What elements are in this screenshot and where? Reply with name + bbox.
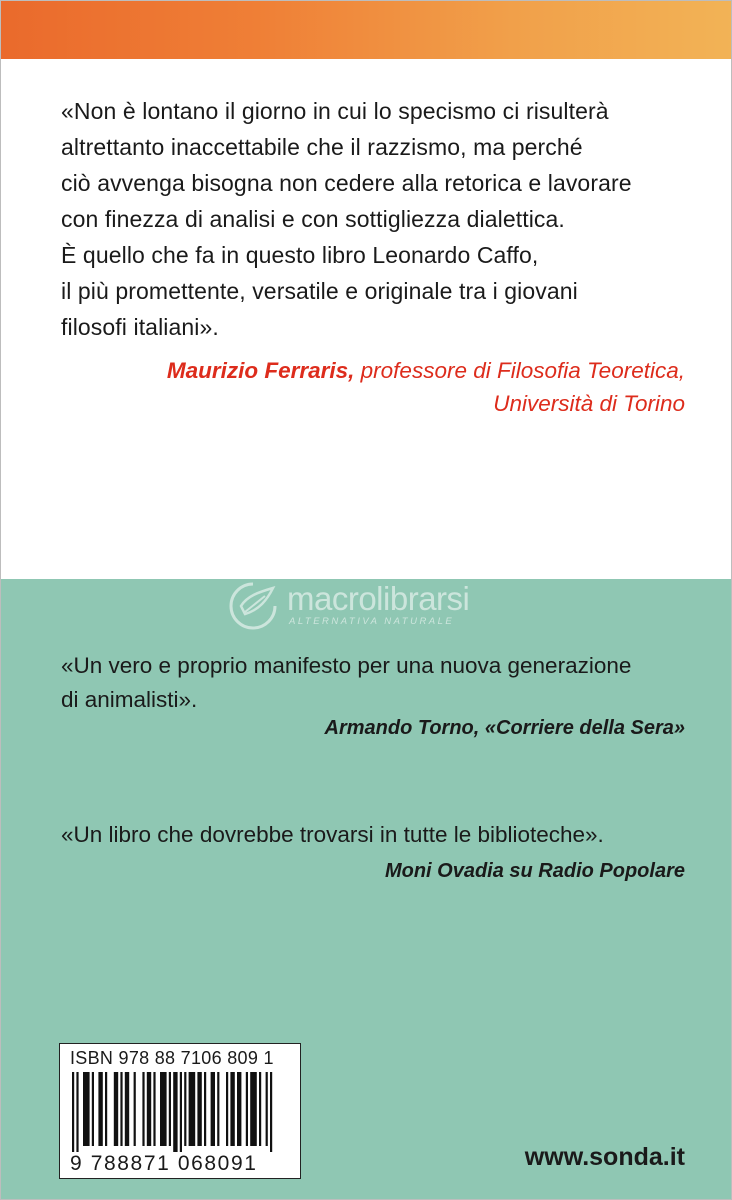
barcode-bar (226, 1072, 228, 1146)
barcode-bar (76, 1072, 78, 1152)
barcode-bar (92, 1072, 94, 1146)
barcode-bar (72, 1072, 74, 1152)
main-quote-line: «Non è lontano il giorno in cui lo specismo ci risulterà (61, 98, 609, 124)
ean-digits: 9 788871 068091 (70, 1152, 258, 1175)
main-quote-line: È quello che fa in questo libro Leonardo Caffo, (61, 242, 539, 268)
author-name: Maurizio Ferraris, (166, 358, 355, 383)
barcode-bar (197, 1072, 201, 1146)
second-quote (61, 649, 701, 717)
second-quote-attribution: Armando Torno, «Corriere della Sera» (324, 717, 685, 739)
main-quote-line: con finezza di analisi e con sottigliezza dialettica. (61, 206, 565, 232)
main-quote-line: ciò avvenga bisogna non cedere alla retorica e lavorare (61, 170, 632, 196)
barcode-bar (160, 1072, 167, 1146)
barcode-bar (259, 1072, 261, 1146)
barcode-bar (105, 1072, 107, 1146)
third-quote-attribution: Moni Ovadia su Radio Popolare (384, 860, 685, 882)
barcode-bar (173, 1072, 177, 1152)
barcode-bar (153, 1072, 155, 1146)
barcode-bar (266, 1072, 268, 1146)
barcode-bar (114, 1072, 118, 1146)
watermark-brand: macrolibrarsi (287, 580, 470, 617)
barcode-bar (204, 1072, 206, 1146)
third-quote: «Un libro che dovrebbe trovarsi in tutte le biblioteche». (61, 822, 604, 847)
main-quote-attribution (167, 354, 685, 420)
publisher-website: www.sonda.it (524, 1143, 685, 1171)
leaf-logo-icon (223, 576, 283, 632)
barcode-bar (169, 1072, 171, 1146)
macrolibrarsi-watermark (223, 574, 523, 634)
isbn-text: ISBN 978 88 7106 809 1 (70, 1048, 274, 1068)
barcode-bar (120, 1072, 122, 1146)
barcode-bar (217, 1072, 219, 1146)
main-quote (61, 93, 701, 345)
barcode-bar (250, 1072, 257, 1146)
author-role: professore di Filosofia Teoretica, (354, 358, 685, 383)
barcode-bar (147, 1072, 151, 1146)
barcode-bar (184, 1072, 186, 1146)
barcode-bar (270, 1072, 272, 1152)
second-quote-line: «Un vero e proprio manifesto per una nuova generazione (61, 653, 632, 678)
barcode-bar (142, 1072, 144, 1146)
main-quote-line: altrettanto inaccettabile che il razzismo, ma perché (61, 134, 583, 160)
main-quote-line: il più promettente, versatile e originale tra i giovani (61, 278, 578, 304)
barcode-bar (134, 1072, 136, 1146)
attribution-line-1 (167, 354, 685, 387)
barcode-bars (70, 1072, 290, 1152)
isbn-barcode-label (59, 1043, 301, 1179)
barcode-bar (246, 1072, 248, 1146)
main-quote-line: filosofi italiani». (61, 314, 219, 340)
orange-top-band (1, 1, 732, 59)
barcode-bar (230, 1072, 234, 1146)
barcode-bar (237, 1072, 241, 1146)
barcode-bar (180, 1072, 182, 1152)
barcode-bar (83, 1072, 90, 1146)
barcode-bar (189, 1072, 196, 1146)
barcode-bar (211, 1072, 215, 1146)
second-quote-line: di animalisti». (61, 687, 198, 712)
barcode-bar (98, 1072, 102, 1146)
watermark-tagline: ALTERNATIVA NATURALE (289, 616, 455, 627)
author-university: Università di Torino (493, 391, 685, 416)
barcode-bar (125, 1072, 129, 1146)
